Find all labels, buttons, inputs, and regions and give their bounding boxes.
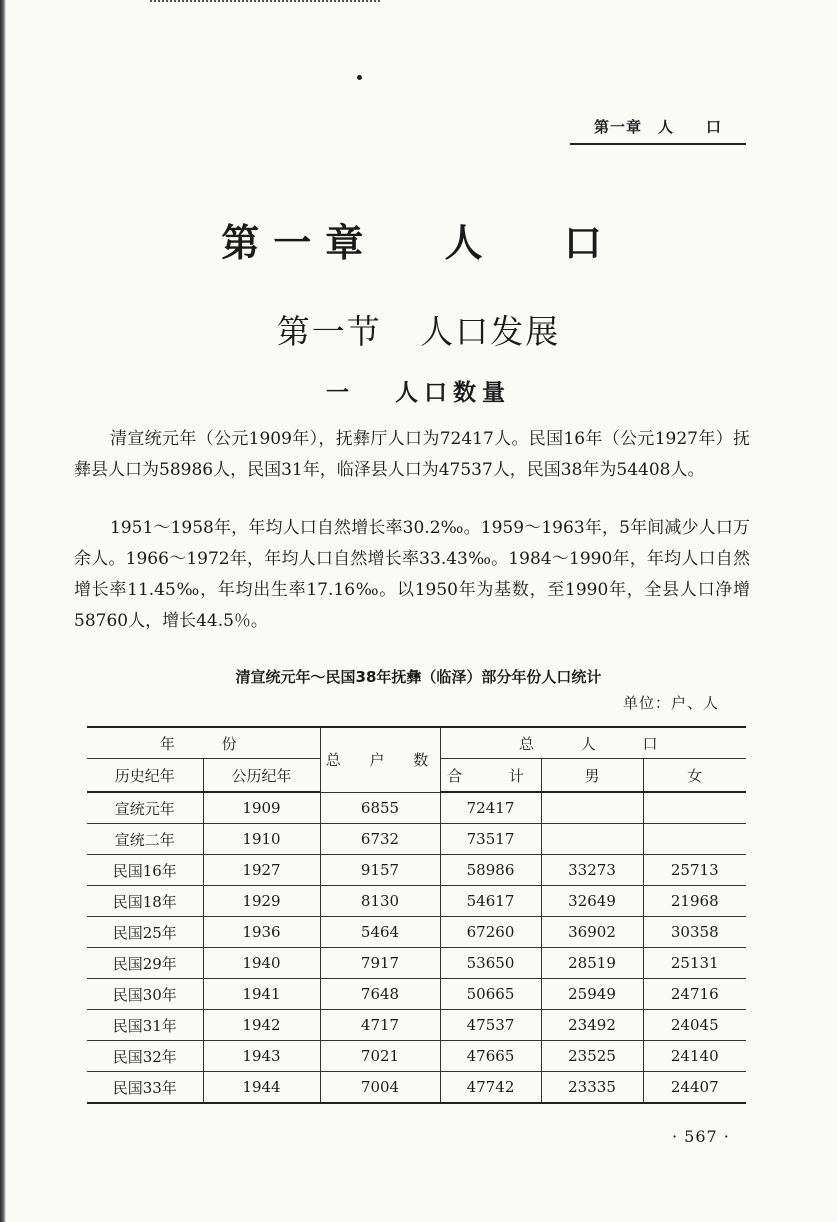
cell-total: 54617 xyxy=(440,886,541,917)
cell-female: 30358 xyxy=(643,917,746,948)
cell-total: 53650 xyxy=(440,948,541,979)
cell-ad-year: 1909 xyxy=(203,792,320,824)
cell-ad-year: 1929 xyxy=(203,886,320,917)
page-number: · 567 · xyxy=(672,1127,730,1146)
table-row xyxy=(87,1010,746,1041)
section-title: 第一节 人口发展 xyxy=(276,312,561,351)
population-table xyxy=(87,726,746,1104)
cell-male: 23335 xyxy=(541,1072,643,1104)
cell-households: 7004 xyxy=(320,1072,440,1104)
header-era-year: 历史纪年 xyxy=(87,759,203,793)
cell-male: 23525 xyxy=(541,1041,643,1072)
table-row xyxy=(87,855,746,886)
cell-total: 72417 xyxy=(440,792,541,824)
cell-era-year: 民国16年 xyxy=(87,855,203,886)
cell-households: 7648 xyxy=(320,979,440,1010)
running-header: 第一章 人 口 xyxy=(570,116,746,145)
cell-households: 8130 xyxy=(320,886,440,917)
cell-era-year: 民国30年 xyxy=(87,979,203,1010)
cell-female: 25713 xyxy=(643,855,746,886)
cell-era-year: 民国31年 xyxy=(87,1010,203,1041)
table-row xyxy=(87,792,746,824)
cell-male: 33273 xyxy=(541,855,643,886)
cell-ad-year: 1910 xyxy=(203,824,320,855)
cell-total: 47665 xyxy=(440,1041,541,1072)
cell-households: 6855 xyxy=(320,792,440,824)
cell-households: 6732 xyxy=(320,824,440,855)
cell-ad-year: 1927 xyxy=(203,855,320,886)
page-top-edge-mark xyxy=(150,0,380,5)
ink-dot-mark xyxy=(357,75,362,80)
table-body xyxy=(87,792,746,1103)
table-row xyxy=(87,1072,746,1104)
table-row xyxy=(87,1041,746,1072)
cell-male: 23492 xyxy=(541,1010,643,1041)
cell-female: 24140 xyxy=(643,1041,746,1072)
cell-male: 28519 xyxy=(541,948,643,979)
cell-households: 5464 xyxy=(320,917,440,948)
cell-female: 24716 xyxy=(643,979,746,1010)
cell-households: 4717 xyxy=(320,1010,440,1041)
cell-ad-year: 1940 xyxy=(203,948,320,979)
cell-era-year: 民国25年 xyxy=(87,917,203,948)
header-households: 总 户 数 xyxy=(320,727,440,792)
paragraph-2: 1951～1958年，年均人口自然增长率30.2‰。1959～1963年，5年间减少人口万余人。1966～1972年，年均人口自然增长率33.43‰。1984～1990年，年均人口自然增长率11.45‰，年均出生率17.16‰。以1950年为基数，至1990年，全县人口净增58760人，增长44.5％。 xyxy=(74,518,750,631)
cell-era-year: 民国18年 xyxy=(87,886,203,917)
cell-era-year: 宣统二年 xyxy=(87,824,203,855)
page-left-edge-shadow xyxy=(0,0,6,1222)
cell-total: 47537 xyxy=(440,1010,541,1041)
cell-female: 25131 xyxy=(643,948,746,979)
cell-female: 24045 xyxy=(643,1010,746,1041)
table-row xyxy=(87,948,746,979)
cell-female xyxy=(643,824,746,855)
table-row xyxy=(87,886,746,917)
cell-total: 50665 xyxy=(440,979,541,1010)
cell-female: 24407 xyxy=(643,1072,746,1104)
cell-ad-year: 1936 xyxy=(203,917,320,948)
table-row xyxy=(87,979,746,1010)
table-row xyxy=(87,824,746,855)
header-population-group: 总 人 口 xyxy=(440,727,746,759)
table-header-row-1 xyxy=(87,727,746,759)
header-female: 女 xyxy=(643,759,746,793)
cell-ad-year: 1942 xyxy=(203,1010,320,1041)
cell-male: 25949 xyxy=(541,979,643,1010)
cell-male xyxy=(541,792,643,824)
subsection-title: 一 人口数量 xyxy=(325,380,511,406)
header-male: 男 xyxy=(541,759,643,793)
header-total: 合 计 xyxy=(440,759,541,793)
paragraph-1: 清宣统元年（公元1909年），抚彝厅人口为72417人。民国16年（公元1927年）抚彝县人口为58986人，民国31年，临泽县人口为47537人，民国38年为54408人。 xyxy=(74,429,750,480)
cell-households: 7917 xyxy=(320,948,440,979)
cell-ad-year: 1944 xyxy=(203,1072,320,1104)
cell-total: 73517 xyxy=(440,824,541,855)
cell-female: 21968 xyxy=(643,886,746,917)
table-row xyxy=(87,917,746,948)
cell-male: 32649 xyxy=(541,886,643,917)
header-ad-year: 公历纪年 xyxy=(203,759,320,793)
cell-male: 36902 xyxy=(541,917,643,948)
cell-ad-year: 1943 xyxy=(203,1041,320,1072)
table-unit-label: 单位：户、人 xyxy=(622,694,719,712)
cell-era-year: 宣统元年 xyxy=(87,792,203,824)
table-title: 清宣统元年～民国38年抚彝（临泽）部分年份人口统计 xyxy=(235,668,602,686)
cell-female xyxy=(643,792,746,824)
header-year-group: 年 份 xyxy=(87,727,320,759)
cell-total: 58986 xyxy=(440,855,541,886)
cell-era-year: 民国33年 xyxy=(87,1072,203,1104)
cell-era-year: 民国32年 xyxy=(87,1041,203,1072)
cell-households: 7021 xyxy=(320,1041,440,1072)
cell-ad-year: 1941 xyxy=(203,979,320,1010)
cell-total: 67260 xyxy=(440,917,541,948)
cell-male xyxy=(541,824,643,855)
chapter-title: 第一章 人 口 xyxy=(221,221,616,265)
cell-households: 9157 xyxy=(320,855,440,886)
cell-total: 47742 xyxy=(440,1072,541,1104)
cell-era-year: 民国29年 xyxy=(87,948,203,979)
